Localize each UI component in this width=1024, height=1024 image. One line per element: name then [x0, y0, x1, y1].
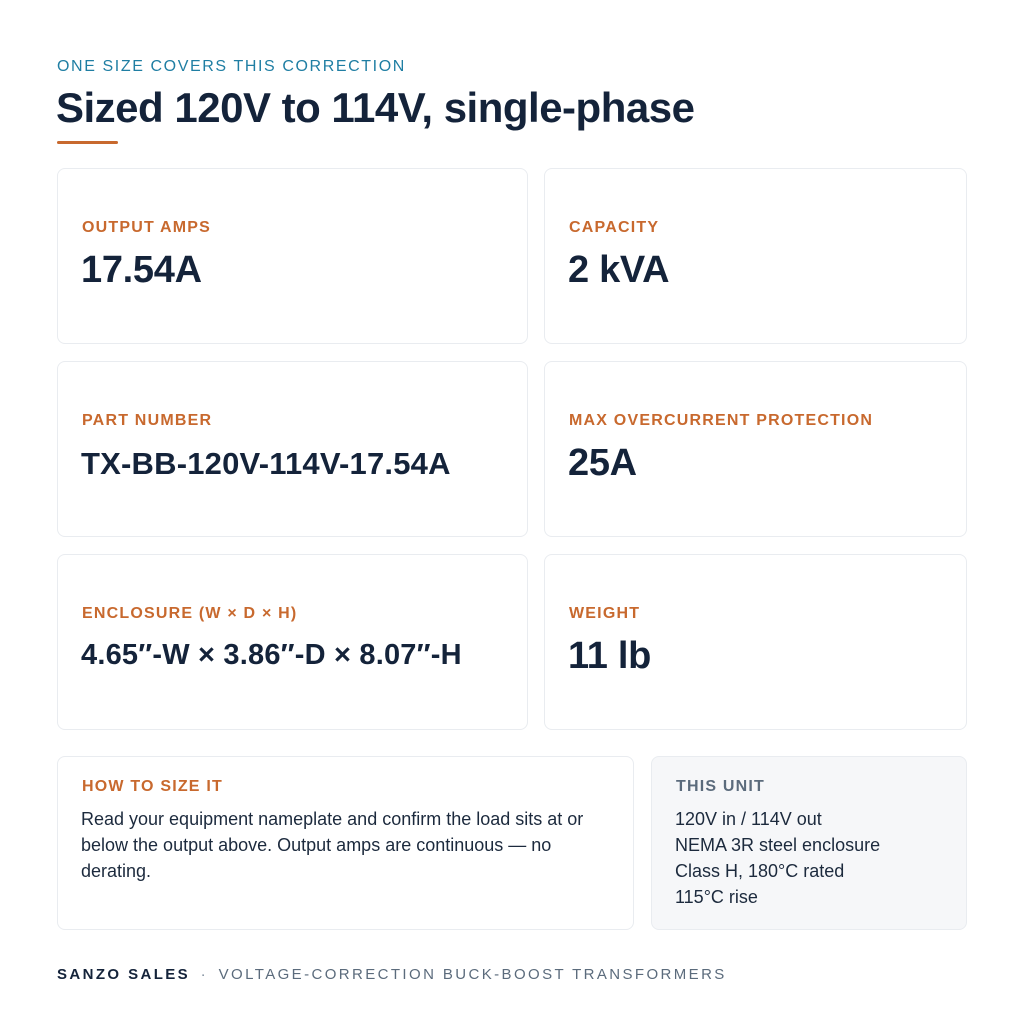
spec-label-part-number: PART NUMBER [82, 412, 213, 429]
how-to-size-text: Read your equipment nameplate and confirm the load sits at or below the output above. Output amps are continuous — no derating. [81, 809, 584, 881]
footer-brand: SANZO SALES [57, 966, 191, 983]
this-unit-line: 115°C rise [675, 887, 758, 907]
this-unit-line: Class H, 180°C rated [675, 861, 845, 881]
spec-value-output-amps: 17.54A [81, 249, 202, 291]
spec-value-capacity: 2 kVA [568, 249, 670, 291]
footer [57, 966, 727, 983]
spec-card-weight [544, 554, 967, 730]
spec-value-max-overcurrent: 25A [568, 442, 637, 484]
spec-card-max-overcurrent [544, 361, 967, 537]
title-accent-rule [57, 141, 118, 144]
eyebrow-label: ONE SIZE COVERS THIS CORRECTION [57, 58, 406, 75]
spec-label-weight: WEIGHT [569, 605, 641, 622]
this-unit-card [651, 756, 967, 930]
spec-value-enclosure: 4.65″-W × 3.86″-D × 8.07″-H [81, 639, 462, 671]
spec-card-part-number [57, 361, 528, 537]
footer-separator: · [200, 966, 209, 983]
spec-card-capacity [544, 168, 967, 344]
spec-label-max-overcurrent: MAX OVERCURRENT PROTECTION [569, 412, 874, 429]
how-to-size-label: HOW TO SIZE IT [82, 778, 223, 795]
page-title: Sized 120V to 114V, single-phase [56, 84, 695, 131]
this-unit-line: NEMA 3R steel enclosure [675, 835, 881, 855]
how-to-size-card [57, 756, 634, 930]
this-unit-list [675, 806, 880, 910]
spec-label-output-amps: OUTPUT AMPS [82, 219, 212, 236]
spec-value-part-number: TX-BB-120V-114V-17.54A [81, 446, 451, 481]
this-unit-label: THIS UNIT [676, 778, 766, 795]
spec-card-output-amps [57, 168, 528, 344]
this-unit-line: 120V in / 114V out [675, 809, 822, 829]
spec-value-weight: 11 lb [568, 635, 651, 677]
footer-tagline: VOLTAGE-CORRECTION BUCK-BOOST TRANSFORMERS [218, 966, 727, 983]
spec-label-capacity: CAPACITY [569, 219, 660, 236]
spec-label-enclosure: ENCLOSURE (W × D × H) [82, 605, 298, 622]
spec-card-enclosure [57, 554, 528, 730]
